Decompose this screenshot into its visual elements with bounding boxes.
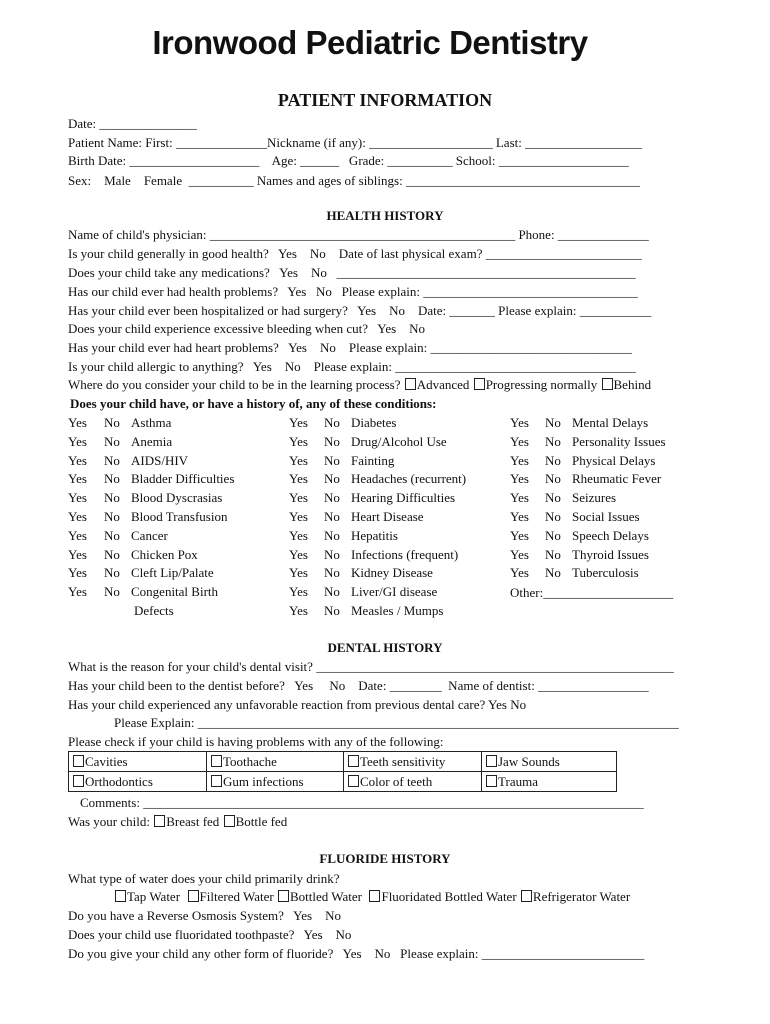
- yes-option[interactable]: Yes: [68, 547, 87, 562]
- condition-label: Fainting: [351, 453, 395, 468]
- yes-option[interactable]: Yes: [289, 547, 308, 562]
- yes-option[interactable]: Yes: [68, 471, 87, 486]
- behind-checkbox[interactable]: [602, 378, 613, 390]
- dentist-before-line[interactable]: Has your child been to the dentist before? Yes No Date: ________ Name of dentist: _________________: [68, 678, 649, 693]
- other-condition-field[interactable]: Other:____________________: [510, 585, 674, 600]
- yes-option[interactable]: Yes: [68, 565, 87, 580]
- unfavorable-reaction-line[interactable]: Has your child experienced any unfavorable reaction from previous dental care? Yes No: [68, 697, 527, 712]
- form-title: PATIENT INFORMATION: [277, 90, 493, 110]
- yes-option[interactable]: Yes: [289, 471, 308, 486]
- other-fluoride-line[interactable]: Do you give your child any other form of fluoride? Yes No Please explain: _________________________: [68, 946, 645, 961]
- yes-option[interactable]: Yes: [289, 509, 308, 524]
- heart-problems-line[interactable]: Has your child ever had heart problems? Yes No Please explain: _______________________________: [68, 340, 632, 355]
- condition-label: Chicken Pox: [131, 547, 198, 562]
- condition-label: Cancer: [131, 528, 168, 543]
- yes-option[interactable]: Yes: [510, 565, 529, 580]
- refrigerator-water-label: Refrigerator Water: [532, 889, 631, 904]
- table-cell[interactable]: [344, 772, 482, 792]
- condition-label: Congenital Birth: [131, 584, 219, 599]
- no-option[interactable]: No: [545, 471, 561, 486]
- yes-option[interactable]: Yes: [510, 528, 529, 543]
- no-option[interactable]: No: [545, 434, 561, 449]
- condition-label: Measles / Mumps: [351, 603, 444, 618]
- condition-label: Personality Issues: [572, 434, 666, 449]
- table-cell[interactable]: [207, 772, 344, 792]
- advanced-checkbox[interactable]: [405, 378, 416, 390]
- cell-label: Orthodontics: [85, 773, 153, 789]
- yes-option[interactable]: Yes: [68, 490, 87, 505]
- no-option[interactable]: No: [104, 434, 120, 449]
- yes-option[interactable]: Yes: [510, 434, 529, 449]
- fluoridated-bottled-water-checkbox[interactable]: [369, 890, 380, 902]
- no-option[interactable]: No: [324, 528, 340, 543]
- condition-label: Tuberculosis: [572, 565, 639, 580]
- yes-option[interactable]: Yes: [289, 603, 308, 618]
- table-cell[interactable]: [482, 752, 617, 772]
- cell-label: Jaw Sounds: [498, 753, 560, 769]
- no-option[interactable]: No: [324, 565, 340, 580]
- cavities-checkbox[interactable]: [73, 755, 84, 767]
- yes-option[interactable]: Yes: [510, 547, 529, 562]
- condition-label: Cleft Lip/Palate: [131, 565, 214, 580]
- yes-option[interactable]: Yes: [510, 490, 529, 505]
- good-health-line[interactable]: Is your child generally in good health? Yes No Date of last physical exam? ________________________: [68, 246, 642, 261]
- yes-option[interactable]: Yes: [68, 509, 87, 524]
- progressing-normally-checkbox[interactable]: [474, 378, 485, 390]
- yes-option[interactable]: Yes: [68, 584, 87, 599]
- table-row: [69, 772, 617, 792]
- please-explain-line[interactable]: Please Explain: __________________________________________________________________________: [114, 715, 679, 730]
- tap-water-checkbox[interactable]: [115, 890, 126, 902]
- yes-option[interactable]: Yes: [68, 528, 87, 543]
- health-history-heading: HEALTH HISTORY: [326, 208, 444, 223]
- dental-problems-table: [68, 751, 617, 792]
- condition-label: Blood Transfusion: [131, 509, 228, 524]
- no-option[interactable]: No: [545, 509, 561, 524]
- patient-name-line[interactable]: Patient Name: First: ______________Nickname (if any): ___________________ Last: __________________: [68, 135, 643, 150]
- condition-label: Seizures: [572, 490, 617, 505]
- condition-label: Heart Disease: [351, 509, 424, 524]
- cell-label: Gum infections: [223, 773, 304, 789]
- condition-label: Rheumatic Fever: [572, 471, 662, 486]
- gum-infections-checkbox[interactable]: [211, 775, 222, 787]
- teeth-sensitivity-checkbox[interactable]: [348, 755, 359, 767]
- water-type-question: What type of water does your child primarily drink?: [68, 871, 340, 886]
- yes-option[interactable]: Yes: [68, 453, 87, 468]
- condition-label: Liver/GI disease: [351, 584, 438, 599]
- table-row: [69, 752, 617, 772]
- no-option[interactable]: No: [104, 509, 120, 524]
- color-of-teeth-checkbox[interactable]: [348, 775, 359, 787]
- no-option[interactable]: No: [324, 547, 340, 562]
- yes-option[interactable]: Yes: [68, 434, 87, 449]
- sex-siblings-line[interactable]: Sex: Male Female __________ Names and ages of siblings: ____________________________________: [68, 173, 640, 188]
- physician-line[interactable]: Name of child's physician: _______________________________________________ Phone: ______________: [68, 227, 649, 242]
- allergic-line[interactable]: Is your child allergic to anything? Yes No Please explain: _____________________________________: [68, 359, 636, 374]
- table-cell[interactable]: [69, 752, 207, 772]
- fluoride-history-heading: FLUORIDE HISTORY: [319, 851, 451, 866]
- yes-option[interactable]: Yes: [510, 509, 529, 524]
- table-cell[interactable]: [344, 752, 482, 772]
- reverse-osmosis-line[interactable]: Do you have a Reverse Osmosis System? Yes No: [68, 908, 341, 923]
- yes-option[interactable]: Yes: [289, 584, 308, 599]
- advanced-label: Advanced: [416, 377, 470, 392]
- medications-line[interactable]: Does your child take any medications? Yes No ______________________________________________: [68, 265, 636, 280]
- learning-process-line: [68, 377, 651, 393]
- no-option[interactable]: No: [324, 490, 340, 505]
- condition-label: Diabetes: [351, 415, 397, 430]
- cell-label: Teeth sensitivity: [360, 753, 446, 769]
- health-problems-line[interactable]: Has our child ever had health problems? Yes No Please explain: _________________________________: [68, 284, 638, 299]
- fluoridated-toothpaste-line[interactable]: Does your child use fluoridated toothpaste? Yes No: [68, 927, 352, 942]
- birth-date-line[interactable]: Birth Date: ____________________ Age: ______ Grade: __________ School: ____________________: [68, 153, 629, 168]
- progressing-normally-label: Progressing normally: [485, 377, 598, 392]
- check-problems-question: Please check if your child is having problems with any of the following:: [68, 734, 444, 749]
- no-option[interactable]: No: [545, 565, 561, 580]
- breast-fed-label: Breast fed: [166, 814, 220, 829]
- cell-label: Color of teeth: [360, 773, 433, 789]
- condition-label: Drug/Alcohol Use: [351, 434, 447, 449]
- conditions-question: Does your child have, or have a history of, any of these conditions:: [70, 396, 437, 411]
- bottle-fed-label: Bottle fed: [235, 814, 288, 829]
- feeding-question: Was your child:: [68, 814, 150, 829]
- no-option[interactable]: No: [324, 471, 340, 486]
- no-option[interactable]: No: [104, 547, 120, 562]
- condition-label: Infections (frequent): [351, 547, 459, 562]
- no-option[interactable]: No: [324, 584, 340, 599]
- yes-option[interactable]: Yes: [510, 453, 529, 468]
- orthodontics-checkbox[interactable]: [73, 775, 84, 787]
- table-cell[interactable]: [482, 772, 617, 792]
- no-option[interactable]: No: [104, 490, 120, 505]
- jaw-sounds-checkbox[interactable]: [486, 755, 497, 767]
- cell-label: Toothache: [223, 753, 277, 769]
- yes-option[interactable]: Yes: [289, 434, 308, 449]
- learning-question: Where do you consider your child to be in the learning process?: [68, 377, 401, 392]
- clinic-title: Ironwood Pediatric Dentistry: [152, 24, 588, 61]
- yes-option[interactable]: Yes: [289, 415, 308, 430]
- fluoridated-bottled-water-label: Fluoridated Bottled Water: [381, 889, 517, 904]
- comments-field[interactable]: Comments: _____________________________________________________________________________: [80, 795, 644, 810]
- no-option[interactable]: No: [324, 603, 340, 618]
- no-option[interactable]: No: [545, 415, 561, 430]
- condition-label: Speech Delays: [572, 528, 649, 543]
- condition-label: Hepatitis: [351, 528, 398, 543]
- condition-label: Blood Dyscrasias: [131, 490, 223, 505]
- no-option[interactable]: No: [545, 547, 561, 562]
- no-option[interactable]: No: [104, 453, 120, 468]
- condition-label: AIDS/HIV: [131, 453, 189, 468]
- water-options-line: [114, 889, 630, 905]
- tap-water-label: Tap Water: [127, 889, 181, 904]
- condition-label: Physical Delays: [572, 453, 656, 468]
- yes-option[interactable]: Yes: [510, 471, 529, 486]
- no-option[interactable]: No: [545, 490, 561, 505]
- bleeding-line[interactable]: Does your child experience excessive bleeding when cut? Yes No: [68, 321, 426, 336]
- visit-reason-line[interactable]: What is the reason for your child's dental visit? _______________________________________________________: [68, 659, 674, 674]
- condition-label: Anemia: [131, 434, 173, 449]
- no-option[interactable]: No: [324, 509, 340, 524]
- condition-label: Bladder Difficulties: [131, 471, 235, 486]
- condition-label: Social Issues: [572, 509, 640, 524]
- feeding-line: [68, 814, 287, 830]
- bottle-fed-checkbox[interactable]: [224, 815, 235, 827]
- yes-option[interactable]: Yes: [68, 415, 87, 430]
- no-option[interactable]: No: [324, 434, 340, 449]
- no-option[interactable]: No: [104, 528, 120, 543]
- cell-label: Cavities: [85, 753, 128, 769]
- no-option[interactable]: No: [104, 415, 120, 430]
- yes-option[interactable]: Yes: [289, 453, 308, 468]
- behind-label: Behind: [613, 377, 652, 392]
- trauma-checkbox[interactable]: [486, 775, 497, 787]
- refrigerator-water-checkbox[interactable]: [521, 890, 532, 902]
- filtered-water-checkbox[interactable]: [188, 890, 199, 902]
- condition-label-cont: Defects: [134, 603, 174, 618]
- dental-history-heading: DENTAL HISTORY: [327, 640, 443, 655]
- bottled-water-checkbox[interactable]: [278, 890, 289, 902]
- toothache-checkbox[interactable]: [211, 755, 222, 767]
- no-option[interactable]: No: [324, 415, 340, 430]
- condition-label: Asthma: [131, 415, 172, 430]
- condition-label: Headaches (recurrent): [351, 471, 467, 486]
- condition-label: Kidney Disease: [351, 565, 433, 580]
- bottled-water-label: Bottled Water: [289, 889, 362, 904]
- cell-label: Trauma: [498, 773, 538, 789]
- table-cell[interactable]: [69, 772, 207, 792]
- condition-label: Thyroid Issues: [572, 547, 649, 562]
- yes-option[interactable]: Yes: [510, 415, 529, 430]
- table-cell[interactable]: [207, 752, 344, 772]
- hospitalized-line[interactable]: Has your child ever been hospitalized or had surgery? Yes No Date: _______ Please explain: ___________: [68, 303, 652, 318]
- no-option[interactable]: No: [324, 453, 340, 468]
- no-option[interactable]: No: [545, 453, 561, 468]
- yes-option[interactable]: Yes: [289, 528, 308, 543]
- filtered-water-label: Filtered Water: [199, 889, 274, 904]
- yes-option[interactable]: Yes: [289, 490, 308, 505]
- yes-option[interactable]: Yes: [289, 565, 308, 580]
- condition-label: Hearing Difficulties: [351, 490, 456, 505]
- no-option[interactable]: No: [104, 584, 120, 599]
- condition-label: Mental Delays: [572, 415, 649, 430]
- no-option[interactable]: No: [104, 471, 120, 486]
- no-option[interactable]: No: [104, 565, 120, 580]
- no-option[interactable]: No: [545, 528, 561, 543]
- breast-fed-checkbox[interactable]: [154, 815, 165, 827]
- date-field[interactable]: Date: _______________: [68, 116, 197, 131]
